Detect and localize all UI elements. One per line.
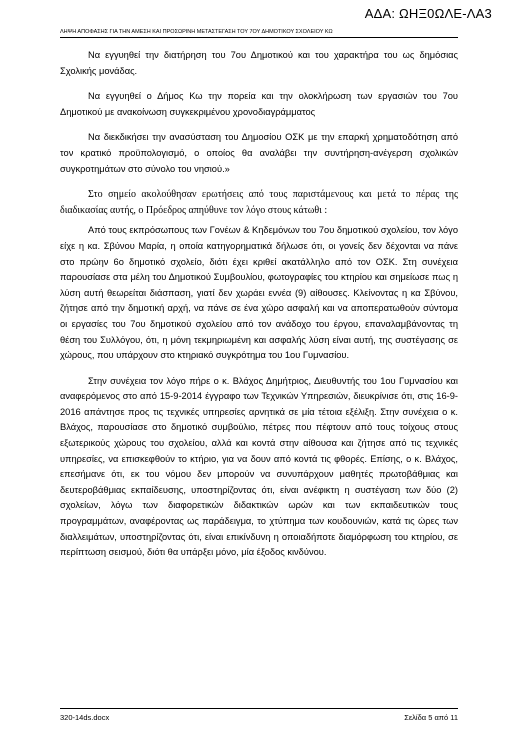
footer-rule [60,708,458,709]
footer-page-number: Σελίδα 5 από 11 [404,713,458,722]
header-rule [60,37,458,38]
document-body [60,48,458,561]
footer-filename: 320-14ds.docx [60,713,110,722]
paragraph-demand-osk: Να διεκδικήσει την ανασύσταση του Δημοσίου ΟΣΚ με την επαρκή χρηματοδότηση από τον κρατικό προϋπολογισμό, ο οποίος θα αναλάβει την συντήρηση-ανέγερση σχολικών συγκροτημάτων στο σύνολο του νησιού.» [60,132,458,174]
paragraph-demand-preserve: Να εγγυηθεί την διατήρηση του 7ου Δημοτικού και του χαρακτήρα του ως δημόσιας Σχολικής μονάδας. [60,50,458,76]
ada-code: ΑΔΑ: ΩΗΞ0ΩΛΕ-ΛΑ3 [364,6,492,21]
paragraph-demand-schedule: Να εγγυηθεί ο Δήμος Κω την πορεία και την ολοκλήρωση των εργασιών του 7ου Δημοτικού με ανακοίνωση συγκεκριμένου χρονοδιαγράμματος [60,91,458,117]
paragraph-parents-statement: Από τους εκπρόσωπους των Γονέων & Κηδεμόνων του 7ου δημοτικού σχολείου, τον λόγο είχε η κα. Σβύνου Μαρία, η οποία κατηγορηματικά δήλωσε ότι, οι γονείς δεν δέχονται να πάνε στο πρώην 6ο δημοτικό σχολείο, διότι έχει κριθεί ακατάλληλο από τον ΟΣΚ. Στη συνέχεια παρουσίασε στα μέλη του Δημοτικού Συμβουλίου, φωτογραφίες του κτηρίου και σημείωσε πως η λύση αυτή θεωρείται διάσπαση, γιατί δεν χωράει εννέα (9) αίθουσες. Κλείνοντας η κα Σβύνου, ζήτησε από την δημοτική αρχή, να πάνε σε ένα χώρο ασφαλή και να αποπερατωθούν σύντομα οι εργασίες του 7ου δημοτικού σχολείου από τον ανάδοχο του έργου, επαναλαμβάνοντας τη θέση του Συλλόγου, ότι, η μόνη τεκμηριωμένη και ασφαλής λύση είναι αυτή, της συστέγασης σε χώρους, που υπάρχουν στο κτηριακό συγκρότημα του 1ου Γυμνασίου. [60,225,458,361]
paragraph-questions: Στο σημείο ακολούθησαν ερωτήσεις από τους παριστάμενους και μετά το πέρας της διαδικασίας αυτής, ο Πρόεδρος απηύθυνε τον λόγο στους κάτωθι : [60,189,458,216]
paragraph-director-statement: Στην συνέχεια τον λόγο πήρε ο κ. Βλάχος Δημήτριος, Διευθυντής του 1ου Γυμνασίου και αναφερόμενος στο από 15-9-2014 έγγραφο των Τεχνικών Υπηρεσιών, διευκρίνισε ότι, στις 16-9-2016 απάντησε προς τις τεχνικές υπηρεσίες αρνητικά σε μία τέτοια εξέλιξη. Στην συνέχεια ο κ. Βλάχος, παρουσίασε στο δημοτικό συμβούλιο, πέτρες που πέφτουν από τους τοίχους στους εξωτερικούς χώρους του σχολείου, αλλά και κοντά στην αίθουσα και ζήτησε από τις τεχνικές υπηρεσίες, να επισκεφθούν το κτήριο, για να δουν από κοντά τις φθορές. Επίσης, ο κ. Βλάχος, επεσήμανε ότι, εκ του νόμου δεν μπορούν να συνυπάρχουν μαθητές πρωτοβάθμιας και δευτεροβάθμιας εκπαίδευσης, υποστηρίζοντας ότι, είναι ανέφικτη η συστέγαση των δύο (2) σχολείων, λόγω των διαφορετικών διδακτικών ωρών και των εκπαιδευτικών τους προγραμμάτων, αναφέροντας ως παράδειγμα, το χτύπημα των κουδουνιών, κατά τις ώρες των διαλλειμάτων, υποστηρίζοντας ότι, είναι επικίνδυνη η οποιαδήποτε διαμόρφωση του κτηρίου, σε περίπτωση σεισμού, διότι θα υπάρξει μόνο, μία έξοδος κινδύνου. [60,375,458,558]
running-header: ΛΗΨΗ ΑΠΟΦΑΣΗΣ ΓΙΑ ΤΗΝ ΑΜΕΣΗ ΚΑΙ ΠΡΟΣΩΡΙΝΗ ΜΕΤΑΣΤΕΓΑΣΗ ΤΟΥ 7ΟΥ ΔΗΜΟΤΙΚΟΥ ΣΧΟΛΕΙΟΥ ΚΩ [60,29,333,35]
